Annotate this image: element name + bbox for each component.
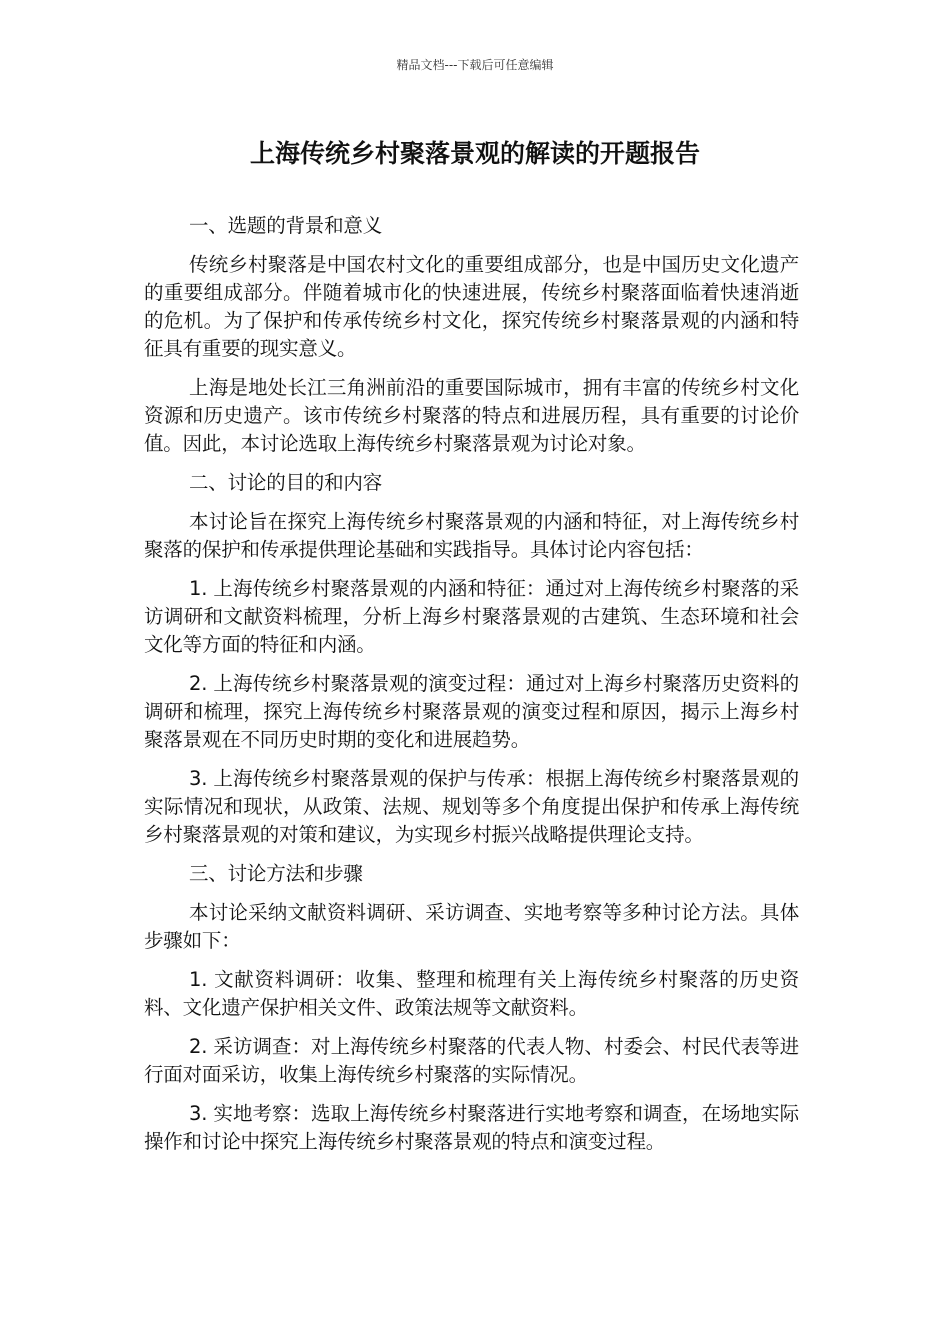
list-item: 2. 采访调查：对上海传统乡村聚落的代表人物、村委会、村民代表等进行面对面采访，收集上海传统乡村聚落的实际情况。 bbox=[144, 1035, 799, 1086]
list-item: 1. 文献资料调研：收集、整理和梳理有关上海传统乡村聚落的历史资料、文化遗产保护相关文件、政策法规等文献资料。 bbox=[144, 968, 799, 1019]
document-body bbox=[144, 212, 799, 1167]
section-heading-purpose: 二、讨论的目的和内容 bbox=[189, 471, 383, 494]
paragraph: 本讨论旨在探究上海传统乡村聚落景观的内涵和特征，对上海传统乡村聚落的保护和传承提供理论基础和实践指导。具体讨论内容包括： bbox=[144, 510, 799, 561]
paragraph: 本讨论采纳文献资料调研、采访调查、实地考察等多种讨论方法。具体步骤如下： bbox=[144, 901, 799, 952]
document-title: 上海传统乡村聚落景观的解读的开题报告 bbox=[249, 139, 700, 168]
paragraph: 上海是地处长江三角洲前沿的重要国际城市，拥有丰富的传统乡村文化资源和历史遗产。该市传统乡村聚落的特点和进展历程，具有重要的讨论价值。因此，本讨论选取上海传统乡村聚落景观为讨论对象。 bbox=[144, 376, 799, 455]
section-heading-methods: 三、讨论方法和步骤 bbox=[189, 862, 363, 885]
list-item: 2. 上海传统乡村聚落景观的演变过程：通过对上海乡村聚落历史资料的调研和梳理，探究上海传统乡村聚落景观的演变过程和原因，揭示上海乡村聚落景观在不同历史时期的变化和进展趋势。 bbox=[144, 672, 799, 751]
list-item: 3. 上海传统乡村聚落景观的保护与传承：根据上海传统乡村聚落景观的实际情况和现状，从政策、法规、规划等多个角度提出保护和传承上海传统乡村聚落景观的对策和建议，为实现乡村振兴战略提供理论支持。 bbox=[144, 767, 799, 846]
page-header-note: 精品文档---下载后可任意编辑 bbox=[396, 58, 554, 72]
section-heading-background: 一、选题的背景和意义 bbox=[189, 214, 383, 237]
list-item: 3. 实地考察：选取上海传统乡村聚落进行实地考察和调查，在场地实际操作和讨论中探究上海传统乡村聚落景观的特点和演变过程。 bbox=[144, 1102, 799, 1153]
list-item: 1. 上海传统乡村聚落景观的内涵和特征：通过对上海传统乡村聚落的采访调研和文献资料梳理，分析上海乡村聚落景观的古建筑、生态环境和社会文化等方面的特征和内涵。 bbox=[144, 577, 799, 656]
paragraph: 传统乡村聚落是中国农村文化的重要组成部分，也是中国历史文化遗产的重要组成部分。伴随着城市化的快速进展，传统乡村聚落面临着快速消逝的危机。为了保护和传承传统乡村文化，探究传统乡村聚落景观的内涵和特征具有重要的现实意义。 bbox=[144, 253, 799, 360]
